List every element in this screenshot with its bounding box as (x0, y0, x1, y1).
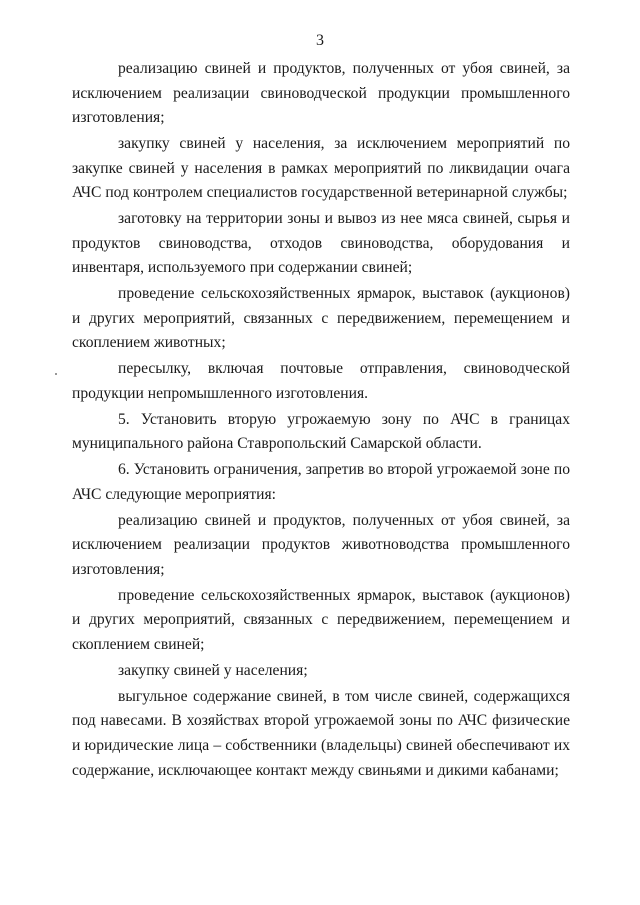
paragraph-zone2-fairs-ban: проведение сельскохозяйственных ярмарок, выставок (аукционов) и других мероприятий, связанных с передвижением, перемещением и скоплением свиней; (72, 586, 570, 654)
paragraph-procurement-ban: заготовку на территории зоны и вывоз из нее мяса свиней, сырья и продуктов свиноводства, отходов свиноводства, оборудования и инвентаря, используемого при содержании свиней; (72, 210, 570, 277)
paragraph-purchase-ban: закупку свиней у населения, за исключением мероприятий по закупке свиней у населения в рамках мероприятий по ликвидации очага АЧС под контролем специалистов государственной ветеринарной службы; (72, 135, 570, 202)
paragraph-zone2-sales-ban: реализацию свиней и продуктов, полученных от убоя свиней, за исключением реализации продуктов животноводства промышленного изготовления; (72, 511, 570, 578)
paragraph-item-6: 6. Установить ограничения, запретив во второй угрожаемой зоне по АЧС следующие мероприятия: (72, 461, 570, 503)
scan-speck (55, 373, 57, 375)
paragraph-fairs-ban: проведение сельскохозяйственных ярмарок, выставок (аукционов) и других мероприятий, связанных с передвижением, перемещением и скоплением животных; (72, 285, 570, 352)
paragraph-sales-ban: реализацию свиней и продуктов, полученных от убоя свиней, за исключением реализации свиноводческой продукции промышленного изготовления; (72, 60, 570, 127)
page-number: 3 (316, 32, 324, 49)
paragraph-item-5: 5. Установить вторую угрожаемую зону по АЧС в границах муниципального района Ставропольский Самарской области. (72, 410, 570, 453)
paragraph-zone2-purchase-ban: закупку свиней у населения; (118, 661, 308, 679)
paragraph-zone2-free-range-ban: выгульное содержание свиней, в том числе свиней, содержащихся под навесами. В хозяйствах второй угрожаемой зоны по АЧС физические и юридические лица – собственники (владельцы) свиней обеспечивают их содержание, исключающее контакт между свиньями и дикими кабанами; (72, 687, 570, 779)
paragraph-mail-ban: пересылку, включая почтовые отправления, свиноводческой продукции непромышленного изготовления. (72, 360, 570, 402)
document-body (72, 57, 570, 784)
